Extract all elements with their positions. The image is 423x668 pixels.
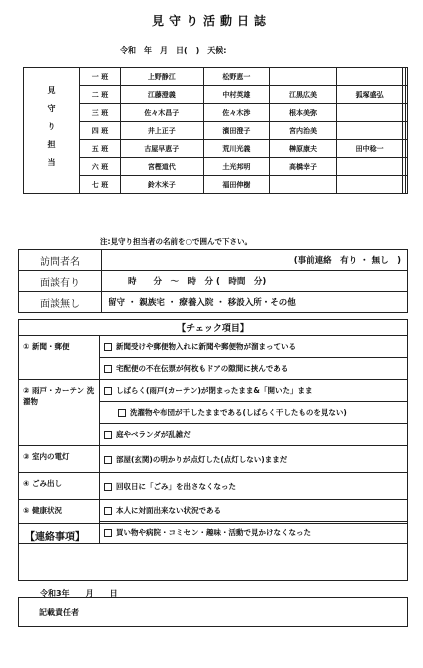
checklist-row [19, 500, 408, 522]
interview-label: 面談有り [19, 271, 102, 292]
recorder-label: 記載責任者 [39, 608, 79, 617]
memo-title: 【連絡事項】 [25, 532, 85, 543]
member-name[interactable]: 鈴木米子 [121, 176, 204, 194]
check-item[interactable] [100, 402, 408, 424]
no-interview-reasons[interactable]: 留守 ・ 親族宅 ・ 療養入院 ・ 移設入所・その他 [102, 292, 408, 313]
member-name[interactable] [336, 176, 403, 194]
member-name[interactable] [405, 104, 407, 122]
check-item-text: 回収日に「ごみ」を出さなくなった [116, 481, 236, 491]
check-item-text: 宅配便の不在伝票が何枚もドアの隙間に挟んである [116, 364, 289, 373]
team-row [24, 158, 408, 176]
memo-box[interactable] [18, 523, 408, 581]
member-name[interactable]: 土光邦明 [203, 158, 270, 176]
check-item[interactable] [100, 446, 408, 473]
check-category: ⑤ 健康状況 [19, 500, 100, 544]
footer-date: 令和3年 月 日 [40, 589, 118, 598]
member-name[interactable] [270, 176, 337, 194]
member-name[interactable]: 中村英雄 [203, 86, 270, 104]
member-name[interactable]: 佐々木昌子 [121, 104, 204, 122]
member-name[interactable]: 福田伸樹 [203, 176, 270, 194]
member-name[interactable] [270, 68, 337, 86]
member-name[interactable]: 江黒広美 [270, 86, 337, 104]
member-name[interactable]: 荒川光義 [203, 140, 270, 158]
member-name[interactable]: 高橋幸子 [270, 158, 337, 176]
checkbox[interactable] [104, 456, 112, 464]
check-category: ③ 室内の電灯 [19, 446, 100, 473]
check-item[interactable] [100, 473, 408, 500]
member-name[interactable] [405, 68, 407, 86]
member-name[interactable] [405, 176, 407, 194]
date-weather-line: 令和 年 月 日( ) 天候: [120, 46, 227, 55]
check-item[interactable] [100, 424, 408, 446]
checkbox[interactable] [104, 483, 112, 491]
team-row [24, 176, 408, 194]
visitor-name-field[interactable] [102, 250, 408, 271]
member-name[interactable]: 江藤澄義 [121, 86, 204, 104]
visitor-label: 訪問者名 [19, 250, 102, 271]
checkbox[interactable] [104, 507, 112, 515]
check-item[interactable] [100, 500, 408, 522]
member-name[interactable]: 宮樫道代 [121, 158, 204, 176]
check-category: ② 雨戸・カーテン 洗濯物 [19, 380, 100, 446]
member-name[interactable]: 濱田澄子 [203, 122, 270, 140]
team-name: 四 班 [80, 122, 121, 140]
checkbox[interactable] [104, 387, 112, 395]
check-item-text: 庭やベランダが乱雑だ [116, 430, 191, 439]
team-name: 五 班 [80, 140, 121, 158]
watch-note: 注:見守り担当者の名前を○で囲んで下さい。 [100, 237, 253, 246]
member-name[interactable] [336, 68, 403, 86]
member-name[interactable] [336, 158, 403, 176]
check-category: ④ ごみ出し [19, 473, 100, 500]
check-item[interactable] [100, 336, 408, 358]
visit-table [18, 249, 408, 313]
checkbox[interactable] [118, 409, 126, 417]
member-name[interactable] [336, 104, 403, 122]
team-row [24, 86, 408, 104]
team-row [24, 140, 408, 158]
member-name[interactable]: 松野恵一 [203, 68, 270, 86]
checklist-row [19, 446, 408, 473]
checklist-table [18, 319, 408, 544]
check-item-text: 本人に対面出来ない状況である [116, 506, 221, 515]
check-item-text: 新聞受けや郵便物入れに新聞や郵便物が溜まっている [116, 342, 296, 351]
checkbox[interactable] [104, 343, 112, 351]
member-name[interactable]: 宮内治美 [270, 122, 337, 140]
team-name: 一 班 [80, 68, 121, 86]
member-name[interactable]: 古屋早恵子 [121, 140, 204, 158]
member-name[interactable]: 根本美弥 [270, 104, 337, 122]
checkbox[interactable] [104, 365, 112, 373]
member-name[interactable] [405, 122, 407, 140]
member-name[interactable]: 榊原康夫 [270, 140, 337, 158]
team-row [24, 122, 408, 140]
team-name: 六 班 [80, 158, 121, 176]
team-row [24, 68, 408, 86]
team-name: 三 班 [80, 104, 121, 122]
check-item-text: しばらく(雨戸(カーテン)が閉まったまま&「開いた」まま [116, 386, 313, 395]
member-name[interactable]: 佐々木渉 [203, 104, 270, 122]
checklist-row [19, 380, 408, 402]
prior-contact-note: (事前連絡 有り ・ 無し ) [293, 256, 401, 266]
check-category: ① 新聞・郵便 [19, 336, 100, 380]
team-name: 七 班 [80, 176, 121, 194]
checklist-row [19, 336, 408, 358]
interview-time-field[interactable]: 時 分 ～ 時 分 ( 時間 分) [102, 271, 408, 292]
checklist-row [19, 473, 408, 500]
check-item[interactable] [100, 358, 408, 380]
watch-member-table [23, 67, 408, 194]
check-item-text: 部屋(玄関)の明かりが点灯した(点灯しない)ままだ [116, 454, 288, 464]
page-title: 見守り活動日誌 [151, 14, 271, 28]
member-name[interactable] [405, 158, 407, 176]
member-name[interactable]: 上野静江 [121, 68, 204, 86]
check-item-text: 買い物や病院・コミセン・趣味・活動で見かけなくなった [116, 528, 311, 537]
recorder-box[interactable] [18, 597, 408, 627]
check-item-text: 洗濯物や布団が干したままである(しばらく干したものを見ない) [130, 408, 347, 417]
member-name[interactable] [405, 140, 407, 158]
member-name[interactable]: 狐塚盛弘 [336, 86, 403, 104]
member-name[interactable] [405, 86, 407, 104]
member-name[interactable]: 井上正子 [121, 122, 204, 140]
team-name: 二 班 [80, 86, 121, 104]
team-row [24, 104, 408, 122]
checkbox[interactable] [104, 431, 112, 439]
watch-group-label: 見守り担当 [24, 68, 80, 194]
no-interview-label: 面談無し [19, 292, 102, 313]
member-name[interactable]: 田中稔一 [336, 140, 403, 158]
member-name[interactable] [336, 122, 403, 140]
checklist-header: 【チェック項目】 [19, 320, 408, 336]
check-item[interactable] [100, 380, 408, 402]
